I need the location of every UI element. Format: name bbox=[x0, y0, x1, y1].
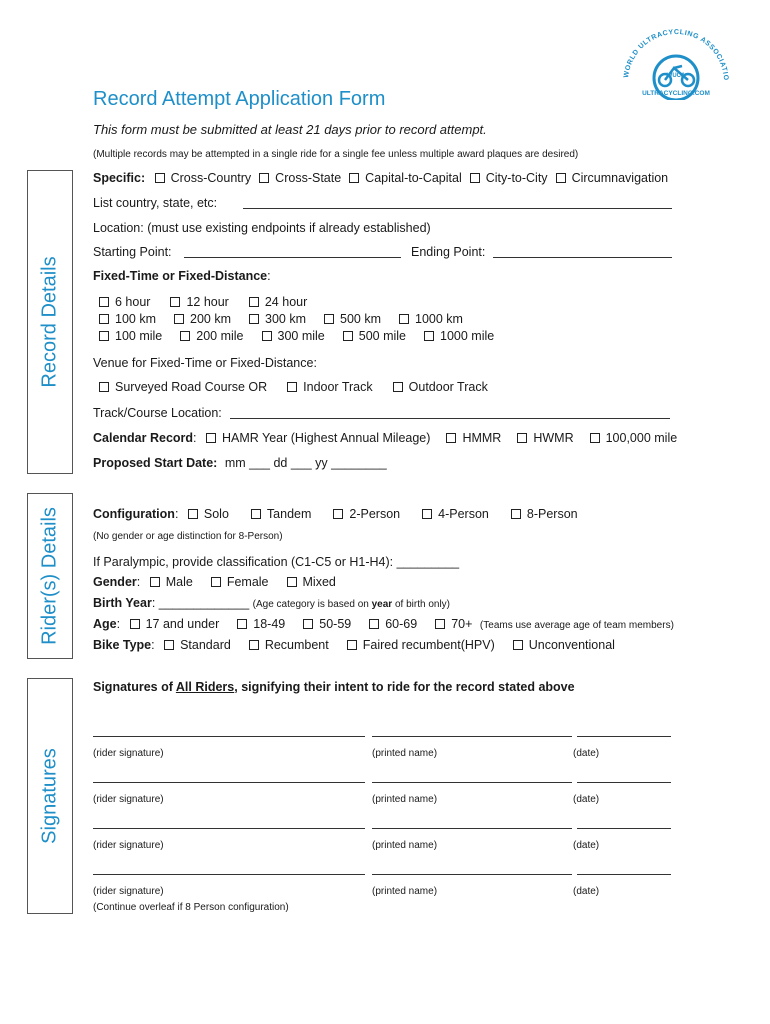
age-option-label: 17 and under bbox=[145, 617, 220, 631]
date-label: (date) bbox=[573, 886, 600, 897]
start-date-fields[interactable]: mm ___ dd ___ yy ________ bbox=[224, 456, 387, 470]
age-checkbox[interactable] bbox=[303, 619, 313, 629]
logo-arc-text: WORLD ULTRACYCLING ASSOCIATIO bbox=[623, 28, 730, 82]
specific-option-cross-state[interactable] bbox=[259, 171, 341, 185]
printed-name-label: (printed name) bbox=[372, 840, 438, 851]
config-option-label: 4-Person bbox=[438, 507, 489, 521]
birth-row: Birth Year: _____________ (Age category is based on year of birth only) bbox=[93, 596, 450, 610]
section-signatures-label: Signatures bbox=[38, 748, 61, 844]
calendar-option-label: HMMR bbox=[462, 431, 502, 445]
km-option-100-km[interactable] bbox=[99, 312, 156, 326]
mile-checkbox[interactable] bbox=[99, 331, 109, 341]
calendar-label: Calendar Record bbox=[93, 431, 194, 445]
km-option-label: 300 km bbox=[265, 312, 306, 326]
mile-checkbox[interactable] bbox=[343, 331, 353, 341]
sig-heading-underlined: All Riders bbox=[175, 680, 235, 694]
section-riders-details bbox=[27, 493, 73, 659]
config-option-label: Solo bbox=[203, 507, 229, 521]
date-label: (date) bbox=[573, 840, 600, 851]
starting-point-label: Starting Point: bbox=[93, 245, 172, 259]
km-option-1000-km[interactable] bbox=[399, 312, 463, 326]
gender-option-female[interactable] bbox=[211, 575, 269, 589]
birth-note-pre: (Age category is based on bbox=[252, 599, 372, 610]
bike-options bbox=[158, 638, 619, 652]
mile-option-1000-mile[interactable] bbox=[424, 329, 494, 343]
header-note: (Multiple records may be attempted in a single ride for a single fee unless multiple award plaques are desired) bbox=[93, 149, 579, 160]
mile-option-100-mile[interactable] bbox=[99, 329, 162, 343]
printed-name-field[interactable] bbox=[372, 828, 572, 829]
date-label: (date) bbox=[573, 748, 600, 759]
specific-option-label: Cross-Country bbox=[170, 171, 252, 185]
page-title: Record Attempt Application Form bbox=[93, 88, 386, 110]
time-checkbox[interactable] bbox=[249, 297, 259, 307]
sig-heading-pre: Signatures of bbox=[93, 680, 176, 694]
bike-checkbox[interactable] bbox=[164, 640, 174, 650]
bike-checkbox[interactable] bbox=[347, 640, 357, 650]
age-option-50-59[interactable] bbox=[303, 617, 351, 631]
km-option-label: 100 km bbox=[115, 312, 156, 326]
signatures-heading bbox=[93, 680, 575, 694]
config-checkbox[interactable] bbox=[422, 509, 432, 519]
birth-note-bold: year bbox=[371, 599, 393, 610]
config-label: Configuration bbox=[93, 507, 175, 521]
gender-label: Gender bbox=[93, 575, 137, 589]
km-option-label: 1000 km bbox=[415, 312, 463, 326]
specific-option-label: Capital-to-Capital bbox=[365, 171, 462, 185]
logo-mark: WUCA bbox=[666, 73, 686, 79]
location-label: Location: (must use existing endpoints if already established) bbox=[93, 221, 431, 235]
km-option-200-km[interactable] bbox=[174, 312, 231, 326]
config-row: Configuration: Solo Tandem 2-Person 4-Person 8-Person bbox=[93, 507, 582, 521]
section-record-details bbox=[27, 170, 73, 474]
gender-option-mixed[interactable] bbox=[287, 575, 336, 589]
specific-option-label: City-to-City bbox=[485, 171, 548, 185]
specific-option-city-to-city[interactable] bbox=[470, 171, 548, 185]
specific-option-label: Cross-State bbox=[275, 171, 342, 185]
bike-option-label: Recumbent bbox=[264, 638, 329, 652]
bike-option-label: Unconventional bbox=[528, 638, 615, 652]
km-checkbox[interactable] bbox=[99, 314, 109, 324]
section-signatures bbox=[27, 678, 73, 914]
time-checkbox[interactable] bbox=[170, 297, 180, 307]
age-checkbox[interactable] bbox=[130, 619, 140, 629]
birth-note-post: of birth only) bbox=[392, 599, 450, 610]
venue-checkbox[interactable] bbox=[99, 382, 109, 392]
mile-checkbox[interactable] bbox=[180, 331, 190, 341]
calendar-options bbox=[200, 431, 681, 445]
age-option-label: 70+ bbox=[451, 617, 473, 631]
config-option-label: 2-Person bbox=[349, 507, 401, 521]
venue-checkbox[interactable] bbox=[393, 382, 403, 392]
calendar-option-label: HAMR Year (Highest Annual Mileage) bbox=[221, 431, 431, 445]
mile-option-label: 1000 mile bbox=[440, 329, 495, 343]
km-option-500-km[interactable] bbox=[324, 312, 381, 326]
age-option-70[interactable] bbox=[435, 617, 472, 631]
age-option-label: 18-49 bbox=[253, 617, 286, 631]
mile-option-500-mile[interactable] bbox=[343, 329, 406, 343]
fixed-row: Fixed-Time or Fixed-Distance: bbox=[93, 269, 271, 283]
mile-option-200-mile[interactable] bbox=[180, 329, 243, 343]
config-checkbox[interactable] bbox=[511, 509, 521, 519]
km-checkbox[interactable] bbox=[174, 314, 184, 324]
calendar-checkbox[interactable] bbox=[517, 433, 527, 443]
venue-option-label: Outdoor Track bbox=[408, 380, 488, 394]
time-option-12-hour[interactable] bbox=[170, 295, 228, 309]
config-checkbox[interactable] bbox=[251, 509, 261, 519]
calendar-option-label: 100,000 mile bbox=[605, 431, 678, 445]
rider-signature-label: (rider signature) bbox=[93, 886, 164, 897]
rider-signature-label: (rider signature) bbox=[93, 748, 164, 759]
gender-option-label: Mixed bbox=[302, 575, 336, 589]
bike-option-label: Standard bbox=[180, 638, 231, 652]
printed-name-field[interactable] bbox=[372, 736, 572, 737]
time-options bbox=[93, 295, 311, 309]
printed-name-field[interactable] bbox=[372, 782, 572, 783]
gender-options bbox=[144, 575, 340, 589]
printed-name-field[interactable] bbox=[372, 874, 572, 875]
list-country-field[interactable] bbox=[243, 208, 672, 209]
specific-option-circumnavigation[interactable] bbox=[556, 171, 669, 185]
bike-option-unconventional[interactable] bbox=[513, 638, 615, 652]
calendar-checkbox[interactable] bbox=[206, 433, 216, 443]
mile-checkbox[interactable] bbox=[424, 331, 434, 341]
calendar-option-hwmr[interactable] bbox=[517, 431, 573, 445]
venue-option-surveyed-road-course-or[interactable] bbox=[99, 380, 267, 394]
calendar-option-hamr-year-highest-annual-mileage[interactable] bbox=[206, 431, 430, 445]
logo-url: ULTRACYCLING.COM bbox=[642, 90, 710, 97]
gender-checkbox[interactable] bbox=[211, 577, 221, 587]
calendar-option-label: HWMR bbox=[533, 431, 574, 445]
specific-option-label: Circumnavigation bbox=[571, 171, 669, 185]
bike-label: Bike Type bbox=[93, 638, 152, 652]
page-subtitle: This form must be submitted at least 21 days prior to record attempt. bbox=[93, 122, 487, 137]
bike-row: Bike Type: Standard Recumbent Faired recumbent(HPV) Unconventional bbox=[93, 638, 619, 652]
age-options bbox=[124, 617, 477, 631]
gender-option-label: Female bbox=[226, 575, 269, 589]
sig-heading-post: , signifying their intent to ride for the record stated above bbox=[234, 680, 575, 694]
config-options bbox=[182, 507, 582, 521]
mile-option-label: 500 mile bbox=[358, 329, 406, 343]
mile-options bbox=[93, 329, 498, 343]
calendar-checkbox[interactable] bbox=[446, 433, 456, 443]
config-option-tandem[interactable] bbox=[251, 507, 311, 521]
calendar-option-100-000-mile[interactable] bbox=[590, 431, 678, 445]
time-option-label: 24 hour bbox=[264, 295, 308, 309]
age-option-label: 50-59 bbox=[319, 617, 352, 631]
rider-signature-label: (rider signature) bbox=[93, 840, 164, 851]
config-option-label: Tandem bbox=[266, 507, 312, 521]
mile-option-label: 300 mile bbox=[277, 329, 325, 343]
time-option-label: 6 hour bbox=[115, 295, 151, 309]
section-record-label: Record Details bbox=[38, 256, 61, 388]
ending-point-label: Ending Point: bbox=[411, 245, 486, 259]
printed-name-label: (printed name) bbox=[372, 748, 438, 759]
config-note: (No gender or age distinction for 8-Person) bbox=[93, 531, 283, 542]
specific-options bbox=[149, 171, 673, 185]
config-checkbox[interactable] bbox=[333, 509, 343, 519]
age-option-60-69[interactable] bbox=[369, 617, 417, 631]
config-option-2-person[interactable] bbox=[333, 507, 400, 521]
bike-option-standard[interactable] bbox=[164, 638, 231, 652]
age-note: (Teams use average age of team members) bbox=[479, 620, 674, 631]
rider-signature-field[interactable] bbox=[93, 736, 365, 737]
specific-checkbox[interactable] bbox=[259, 173, 269, 183]
specific-checkbox[interactable] bbox=[470, 173, 480, 183]
gender-row: Gender: Male Female Mixed bbox=[93, 575, 340, 589]
time-option-24-hour[interactable] bbox=[249, 295, 307, 309]
age-option-label: 60-69 bbox=[385, 617, 418, 631]
km-options bbox=[93, 312, 467, 326]
mile-option-label: 100 mile bbox=[115, 329, 163, 343]
mile-option-label: 200 mile bbox=[196, 329, 244, 343]
calendar-checkbox[interactable] bbox=[590, 433, 600, 443]
age-option-18-49[interactable] bbox=[237, 617, 285, 631]
age-checkbox[interactable] bbox=[435, 619, 445, 629]
gender-option-label: Male bbox=[165, 575, 193, 589]
list-country-label: List country, state, etc: bbox=[93, 196, 218, 210]
bike-option-recumbent[interactable] bbox=[249, 638, 329, 652]
rider-signature-field[interactable] bbox=[93, 874, 365, 875]
calendar-option-hmmr[interactable] bbox=[446, 431, 501, 445]
date-label: (date) bbox=[573, 794, 600, 805]
list-country-row bbox=[93, 196, 217, 210]
gender-checkbox[interactable] bbox=[287, 577, 297, 587]
specific-row: Specific: Cross-Country Cross-State Capital-to-Capital City-to-City Circumnavigation bbox=[93, 171, 672, 185]
age-option-17-and-under[interactable] bbox=[130, 617, 220, 631]
starting-point-field[interactable] bbox=[184, 257, 401, 258]
age-label: Age bbox=[93, 617, 117, 631]
config-option-8-person[interactable] bbox=[511, 507, 578, 521]
start-date-label: Proposed Start Date: bbox=[93, 456, 218, 470]
birth-year-field[interactable]: _____________ bbox=[158, 596, 250, 610]
continue-note: (Continue overleaf if 8 Person configuration) bbox=[93, 902, 289, 913]
start-date-row bbox=[93, 456, 387, 470]
venue-option-label: Surveyed Road Course OR bbox=[115, 380, 268, 394]
track-location-label: Track/Course Location: bbox=[93, 406, 222, 420]
bike-checkbox[interactable] bbox=[249, 640, 259, 650]
printed-name-label: (printed name) bbox=[372, 886, 438, 897]
config-option-4-person[interactable] bbox=[422, 507, 489, 521]
venue-options bbox=[93, 380, 492, 394]
wuca-logo bbox=[612, 20, 740, 100]
km-checkbox[interactable] bbox=[324, 314, 334, 324]
paralympic-field[interactable]: If Paralympic, provide classification (C1-C5 or H1-H4): _________ bbox=[93, 555, 460, 569]
km-checkbox[interactable] bbox=[399, 314, 409, 324]
age-checkbox[interactable] bbox=[237, 619, 247, 629]
km-option-label: 200 km bbox=[190, 312, 231, 326]
mile-option-300-mile[interactable] bbox=[262, 329, 325, 343]
track-location-field[interactable] bbox=[230, 418, 670, 419]
printed-name-label: (printed name) bbox=[372, 794, 438, 805]
fixed-label: Fixed-Time or Fixed-Distance bbox=[93, 269, 268, 283]
specific-checkbox[interactable] bbox=[349, 173, 359, 183]
time-option-label: 12 hour bbox=[186, 295, 229, 309]
bike-checkbox[interactable] bbox=[513, 640, 523, 650]
time-option-6-hour[interactable] bbox=[99, 295, 150, 309]
mile-checkbox[interactable] bbox=[262, 331, 272, 341]
specific-checkbox[interactable] bbox=[155, 173, 165, 183]
calendar-row: Calendar Record: HAMR Year (Highest Annual Mileage) HMMR HWMR 100,000 mile bbox=[93, 431, 681, 445]
time-checkbox[interactable] bbox=[99, 297, 109, 307]
logo-graphic bbox=[612, 20, 740, 100]
venue-option-indoor-track[interactable] bbox=[287, 380, 372, 394]
age-row: Age: 17 and under 18-49 50-59 60-69 70+ (Teams use average age of team members) bbox=[93, 617, 674, 631]
specific-option-cross-country[interactable] bbox=[155, 171, 252, 185]
gender-checkbox[interactable] bbox=[150, 577, 160, 587]
birth-label: Birth Year bbox=[93, 596, 152, 610]
venue-option-label: Indoor Track bbox=[303, 380, 373, 394]
km-option-300-km[interactable] bbox=[249, 312, 306, 326]
date-field[interactable] bbox=[577, 828, 671, 829]
date-field[interactable] bbox=[577, 782, 671, 783]
specific-label: Specific bbox=[93, 171, 141, 185]
specific-checkbox[interactable] bbox=[556, 173, 566, 183]
date-field[interactable] bbox=[577, 736, 671, 737]
venue-option-outdoor-track[interactable] bbox=[393, 380, 488, 394]
config-option-label: 8-Person bbox=[526, 507, 578, 521]
bike-option-faired-recumbent-hpv[interactable] bbox=[347, 638, 495, 652]
bike-option-label: Faired recumbent(HPV) bbox=[362, 638, 495, 652]
section-riders-label: Rider(s) Details bbox=[38, 507, 61, 645]
rider-signature-label: (rider signature) bbox=[93, 794, 164, 805]
venue-checkbox[interactable] bbox=[287, 382, 297, 392]
specific-option-capital-to-capital[interactable] bbox=[349, 171, 462, 185]
age-checkbox[interactable] bbox=[369, 619, 379, 629]
km-checkbox[interactable] bbox=[249, 314, 259, 324]
venue-label: Venue for Fixed-Time or Fixed-Distance: bbox=[93, 356, 317, 370]
config-option-solo[interactable] bbox=[188, 507, 229, 521]
config-checkbox[interactable] bbox=[188, 509, 198, 519]
rider-signature-field[interactable] bbox=[93, 828, 365, 829]
rider-signature-field[interactable] bbox=[93, 782, 365, 783]
gender-option-male[interactable] bbox=[150, 575, 193, 589]
date-field[interactable] bbox=[577, 874, 671, 875]
km-option-label: 500 km bbox=[340, 312, 381, 326]
ending-point-field[interactable] bbox=[493, 257, 672, 258]
